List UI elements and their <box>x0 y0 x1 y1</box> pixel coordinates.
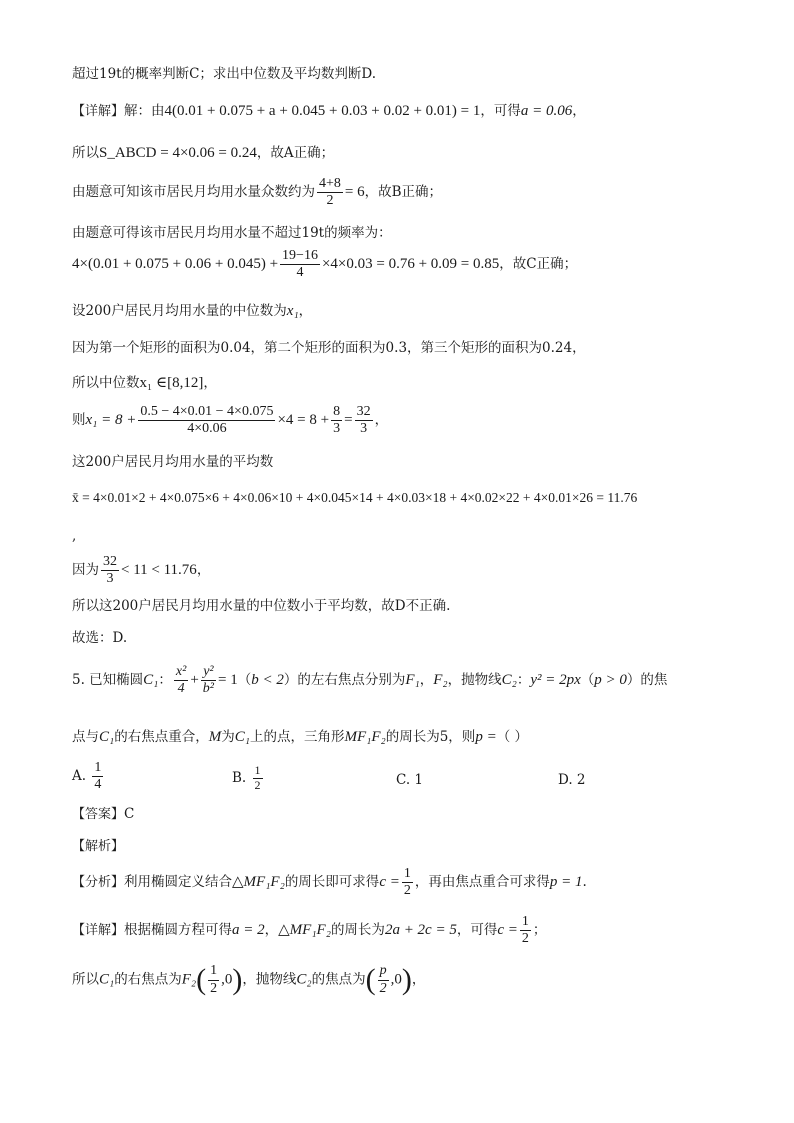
option-label: A. <box>72 768 87 785</box>
text: 所以中位数 <box>72 375 140 391</box>
variable: C₁ <box>99 729 115 745</box>
text: ，可得 <box>480 103 521 119</box>
text: 故选：D. <box>72 630 128 646</box>
text-line <box>72 554 210 587</box>
detail-line <box>72 102 586 120</box>
paren: ( <box>196 963 207 996</box>
option-a <box>72 760 105 793</box>
text: ，可得 <box>456 922 498 939</box>
option-b <box>232 764 265 793</box>
text: 的周长为5，则 <box>385 729 476 745</box>
text: ， <box>203 375 217 391</box>
section-tag: 【详解】 <box>72 923 125 939</box>
equation: a = 0.06 <box>520 103 573 119</box>
text-line <box>72 176 442 209</box>
text: 所以 <box>72 971 99 988</box>
text: ， <box>572 103 586 119</box>
fraction: $\frac{\text{x²}}{4}$ <box>175 664 187 697</box>
fraction: $\frac{\text{y²}}{\text{b²}}$ <box>202 664 214 697</box>
text: ， <box>298 303 313 319</box>
text: 由题意可得该市居民月均用水量不超过19t的频率为： <box>72 225 392 241</box>
text-line <box>72 302 312 320</box>
section-tag: 【详解】 <box>72 104 125 119</box>
text-line <box>72 598 450 614</box>
text-line <box>72 144 334 162</box>
equation: ×4×0.03 = 0.76 + 0.09 = 0.85 <box>321 256 500 273</box>
text: ， <box>196 562 211 579</box>
text: 所以这200户居民月均用水量的中位数小于平均数，故D不正确. <box>72 598 451 614</box>
equation: = <box>344 412 353 429</box>
text-line <box>72 490 637 507</box>
text: 超过19t的概率判断C；求出中位数及平均数判断D. <box>72 66 377 82</box>
equation: b < 2 <box>251 672 284 689</box>
fraction: $\frac{1}{2}$ <box>521 914 529 947</box>
text: 的周长为 <box>330 922 385 939</box>
equation: 4(0.01 + 0.075 + a + 0.045 + 0.03 + 0.02 + 0.01) = 1 <box>164 103 481 119</box>
text: ）的左右焦点分别为 <box>283 672 406 689</box>
variable: C₂ <box>296 971 312 988</box>
equation: = 6 <box>344 184 365 201</box>
text-line <box>72 248 577 281</box>
text: 因为第一个矩形的面积为0.04，第二个矩形的面积为0.3，第三个矩形的面积为0.24， <box>72 340 586 356</box>
section-tag: 【分析】 <box>72 875 125 891</box>
text: ，抛物线 <box>447 672 502 689</box>
text: 由题意可知该市居民月均用水量众数约为 <box>72 184 315 201</box>
equation: y² = 2px <box>530 672 581 689</box>
equation: 2a + 2c = 5 <box>384 922 457 939</box>
variable: MF₁F₂ <box>344 729 386 745</box>
text: 因为 <box>72 562 99 579</box>
equation: x₁ = 8 + <box>85 412 137 429</box>
equation: x̄ = 4×0.01×2 + 4×0.075×6 + 4×0.06×10 + 4×0.045×14 + 4×0.03×18 + 4×0.02×22 + 4×0.01×26 = 11.76 <box>72 490 638 505</box>
paren: ( <box>365 963 376 996</box>
equation: a = 2 <box>232 922 265 939</box>
equation: x₁ ∈[8,12] <box>139 375 204 391</box>
equation: p = 1 <box>549 874 583 891</box>
text: 上的点，三角形 <box>249 729 345 745</box>
fraction: $\frac{p}{2}$ <box>379 963 387 996</box>
equation: ,0 <box>221 971 233 988</box>
equation: ,0 <box>390 971 402 988</box>
text: 利用椭圆定义结合 <box>124 874 233 891</box>
text-line <box>72 454 273 470</box>
fraction: $\frac{4+8}{2}$ <box>319 176 341 209</box>
text: 5. 已知椭圆 <box>72 672 144 689</box>
equation: = 1 <box>218 672 238 689</box>
text: ， <box>374 412 389 429</box>
text: 这200户居民月均用水量的平均数 <box>72 454 274 470</box>
answer-line <box>72 806 134 823</box>
text: . <box>582 874 587 891</box>
fraction: $\frac{1}{2}$ <box>210 963 218 996</box>
text-line <box>72 404 388 437</box>
text: ； <box>532 922 547 939</box>
option-label: B. <box>232 769 247 786</box>
fraction: $\frac{19-16}{4}$ <box>282 248 318 281</box>
text-line <box>72 962 425 998</box>
equation: p > 0 <box>594 672 627 689</box>
text: ，故C正确； <box>499 256 578 273</box>
text: ，故B正确； <box>364 184 443 201</box>
paren: ) <box>232 963 243 996</box>
option-d <box>558 772 586 788</box>
question-line <box>72 664 667 697</box>
text: 的右焦点为 <box>114 971 182 988</box>
fraction: $\frac{8}{3}$ <box>333 404 341 437</box>
text: 的焦点为 <box>311 971 366 988</box>
equation: + <box>190 672 199 689</box>
text-line <box>72 225 392 241</box>
variable: M <box>208 729 222 745</box>
equation: c = <box>497 922 518 939</box>
text: ，故A正确； <box>256 145 335 161</box>
equation: 4×(0.01 + 0.075 + 0.06 + 0.045) + <box>72 256 279 273</box>
answer-value: C <box>124 806 135 822</box>
question-line <box>72 728 528 746</box>
text: ： <box>158 672 172 689</box>
fraction: $\frac{1}{2}$ <box>254 763 261 792</box>
equation: p = <box>475 729 497 745</box>
fraction: $\frac{1}{4}$ <box>94 760 102 793</box>
fraction: $\frac{0.5 - 4\times 0.01 - 4\times 0.075}{4\times 0.06}$ <box>140 404 274 437</box>
text: ， <box>411 971 426 988</box>
text: ， <box>264 922 279 939</box>
text-line <box>72 374 217 392</box>
text: 解：由 <box>124 103 165 119</box>
option-label: D. 2 <box>558 772 586 788</box>
text: ： <box>516 672 531 689</box>
text: 的右焦点重合， <box>114 729 209 745</box>
text: ）的焦 <box>626 672 668 689</box>
text: 为 <box>221 729 235 745</box>
option-label: C. 1 <box>396 772 424 788</box>
variable: △MF₁F₂ <box>278 922 331 939</box>
text: , <box>72 528 77 544</box>
analysis-line <box>72 866 587 899</box>
variable: x₁ <box>286 303 299 319</box>
text: （ <box>580 672 595 689</box>
variable: C₁ <box>99 971 115 988</box>
variable: F₁ <box>405 672 420 689</box>
text: 所以 <box>72 145 99 161</box>
equation: S_ABCD = 4×0.06 = 0.24 <box>99 145 257 161</box>
text: 则 <box>72 412 86 429</box>
option-c <box>396 772 423 788</box>
text: （ <box>237 672 252 689</box>
equation: c = <box>379 874 400 891</box>
fraction: $\frac{32}{3}$ <box>103 554 117 587</box>
equation: < 11 < 11.76 <box>121 562 197 579</box>
text: 根据椭圆方程可得 <box>124 922 233 939</box>
equation: ×4 = 8 + <box>277 412 330 429</box>
fraction: $\frac{32}{3}$ <box>356 404 371 437</box>
text: 点与 <box>72 729 99 745</box>
variable: C₁ <box>143 672 159 689</box>
section-tag: 【解析】 <box>72 839 125 854</box>
paren: ) <box>401 963 412 996</box>
text: ，抛物线 <box>242 971 297 988</box>
text-line <box>72 528 76 544</box>
variable: F₂ <box>433 672 448 689</box>
text: ，再由焦点重合可求得 <box>414 874 550 891</box>
variable: △MF₁F₂ <box>232 874 285 891</box>
analysis-header <box>72 838 124 855</box>
variable: F₂ <box>181 971 197 988</box>
text-line <box>72 630 127 646</box>
text-line <box>72 66 376 82</box>
text: 的周长即可求得 <box>284 874 380 891</box>
variable: C₁ <box>234 729 250 745</box>
text-line <box>72 340 586 356</box>
text: 设200户居民月均用水量的中位数为 <box>72 303 287 319</box>
section-tag: 【答案】 <box>72 807 125 822</box>
text: （ ） <box>496 729 528 745</box>
detail-line <box>72 914 546 947</box>
fraction: $\frac{1}{2}$ <box>403 866 411 899</box>
text: ， <box>419 672 434 689</box>
variable: C₂ <box>501 672 517 689</box>
